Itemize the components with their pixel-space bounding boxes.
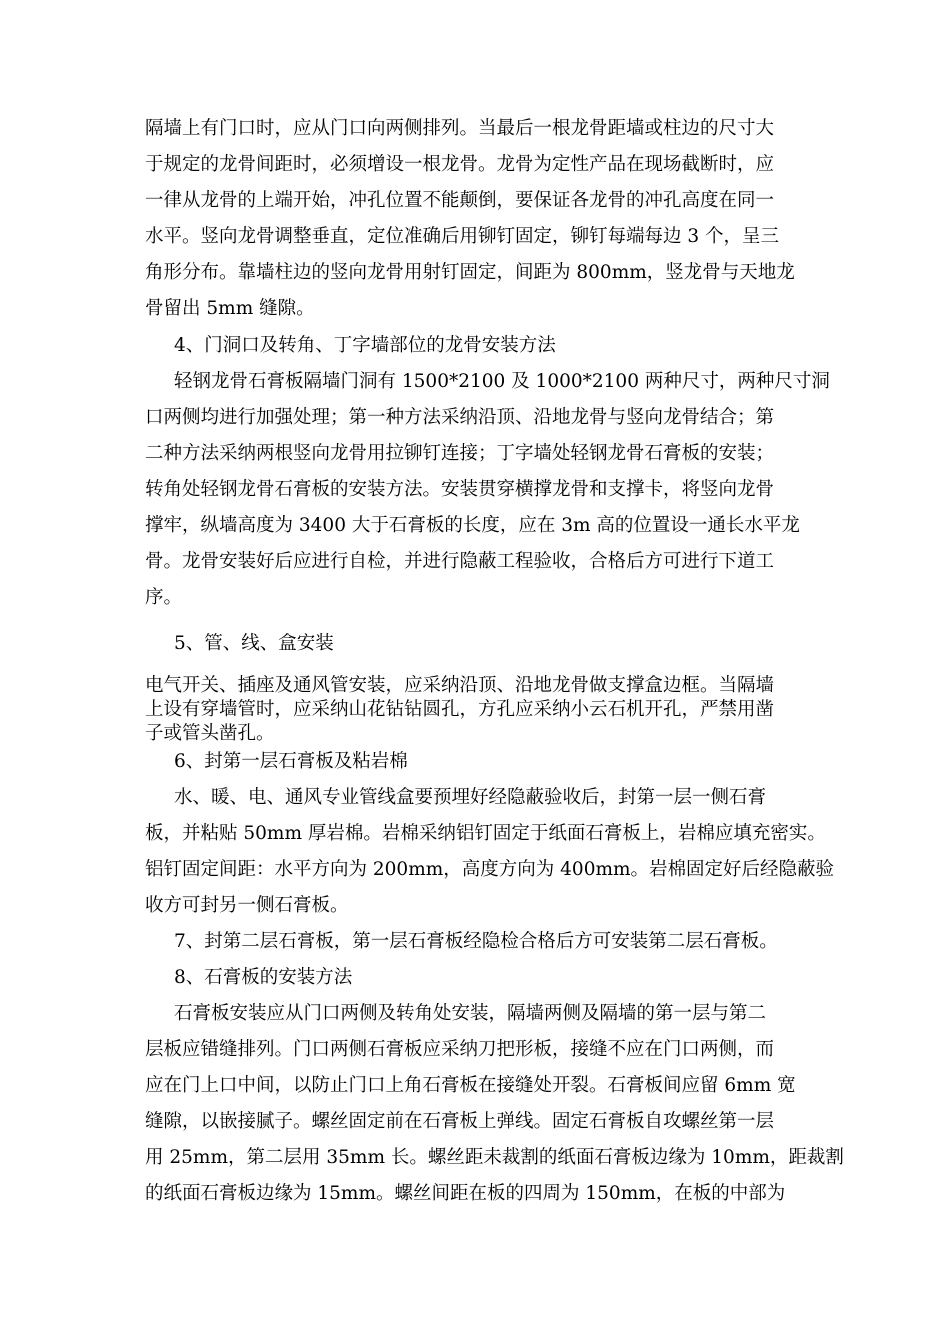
paragraph-line: 板，并粘贴 50mm 厚岩棉。岩棉采纳铝钉固定于纸面石膏板上，岩棉应填充密实。 <box>145 823 826 844</box>
paragraph-line: 水、暖、电、通风专业管线盒要预埋好经隐蔽验收后，封第一层一侧石膏 <box>174 787 767 808</box>
paragraph-line: 隔墙上有门口时，应从门口向两侧排列。当最后一根龙骨距墙或柱边的尺寸大 <box>145 118 775 139</box>
paragraph-line: 石膏板安装应从门口两侧及转角处安装，隔墙两侧及隔墙的第一层与第二 <box>174 1003 767 1024</box>
paragraph-line: 轻钢龙骨石膏板隔墙门洞有 1500*2100 及 1000*2100 两种尺寸，两种尺寸洞 <box>174 371 830 392</box>
paragraph-line: 序。 <box>145 587 183 608</box>
paragraph-line: 收方可封另一侧石膏板。 <box>145 895 349 916</box>
paragraph-line: 的纸面石膏板边缘为 15mm。螺丝间距在板的四周为 150mm，在板的中部为 <box>145 1183 786 1204</box>
paragraph-line: 用 25mm，第二层用 35mm 长。螺丝距未裁割的纸面石膏板边缘为 10mm，距裁割 <box>145 1147 844 1168</box>
paragraph-line: 铝钉固定间距：水平方向为 200mm，高度方向为 400mm。岩棉固定好后经隐蔽验 <box>145 859 835 880</box>
paragraph-line: 水平。竖向龙骨调整垂直，定位准确后用铆钉固定，铆钉每端每边 3 个，呈三 <box>145 226 780 247</box>
paragraph-line: 角形分布。靠墙柱边的竖向龙骨用射钉固定，间距为 800mm，竖龙骨与天地龙 <box>145 262 795 283</box>
paragraph-line: 一律从龙骨的上端开始，冲孔位置不能颠倒，要保证各龙骨的冲孔高度在同一 <box>145 190 775 211</box>
paragraph-line: 子或管头凿孔。 <box>145 723 275 744</box>
section-heading: 4、门洞口及转角、丁字墙部位的龙骨安装方法 <box>174 335 556 356</box>
section-heading: 8、石膏板的安装方法 <box>174 967 353 988</box>
section-heading: 7、封第二层石膏板，第一层石膏板经隐检合格后方可安装第二层石膏板。 <box>174 931 778 952</box>
section-heading: 5、管、线、盒安装 <box>174 633 334 654</box>
section-heading: 6、封第一层石膏板及粘岩棉 <box>174 751 408 772</box>
paragraph-line: 骨。龙骨安装好后应进行自检，并进行隐蔽工程验收，合格后方可进行下道工 <box>145 551 775 572</box>
paragraph-line: 应在门上口中间，以防止门口上角石膏板在接缝处开裂。石膏板间应留 6mm 宽 <box>145 1075 796 1096</box>
paragraph-line: 撑牢，纵墙高度为 3400 大于石膏板的长度，应在 3m 高的位置设一通长水平龙 <box>145 515 800 536</box>
paragraph-line: 电气开关、插座及通风管安装，应采纳沿顶、沿地龙骨做支撑盒边框。当隔墙 <box>145 675 775 696</box>
paragraph-line: 缝隙，以嵌接腻子。螺丝固定前在石膏板上弹线。固定石膏板自攻螺丝第一层 <box>145 1111 775 1132</box>
paragraph-line: 口两侧均进行加强处理；第一种方法采纳沿顶、沿地龙骨与竖向龙骨结合；第 <box>145 407 775 428</box>
paragraph-line: 层板应错缝排列。门口两侧石膏板应采纳刀把形板，接缝不应在门口两侧，而 <box>145 1039 775 1060</box>
paragraph-line: 转角处轻钢龙骨石膏板的安装方法。安装贯穿横撑龙骨和支撑卡，将竖向龙骨 <box>145 479 775 500</box>
paragraph-line: 上设有穿墙管时，应采纳山花钻钻圆孔，方孔应采纳小云石机开孔，严禁用凿 <box>145 699 775 720</box>
paragraph-line: 骨留出 5mm 缝隙。 <box>145 298 315 319</box>
paragraph-line: 二种方法采纳两根竖向龙骨用拉铆钉连接；丁字墙处轻钢龙骨石膏板的安装； <box>145 443 775 464</box>
paragraph-line: 于规定的龙骨间距时，必须增设一根龙骨。龙骨为定性产品在现场截断时，应 <box>145 154 775 175</box>
